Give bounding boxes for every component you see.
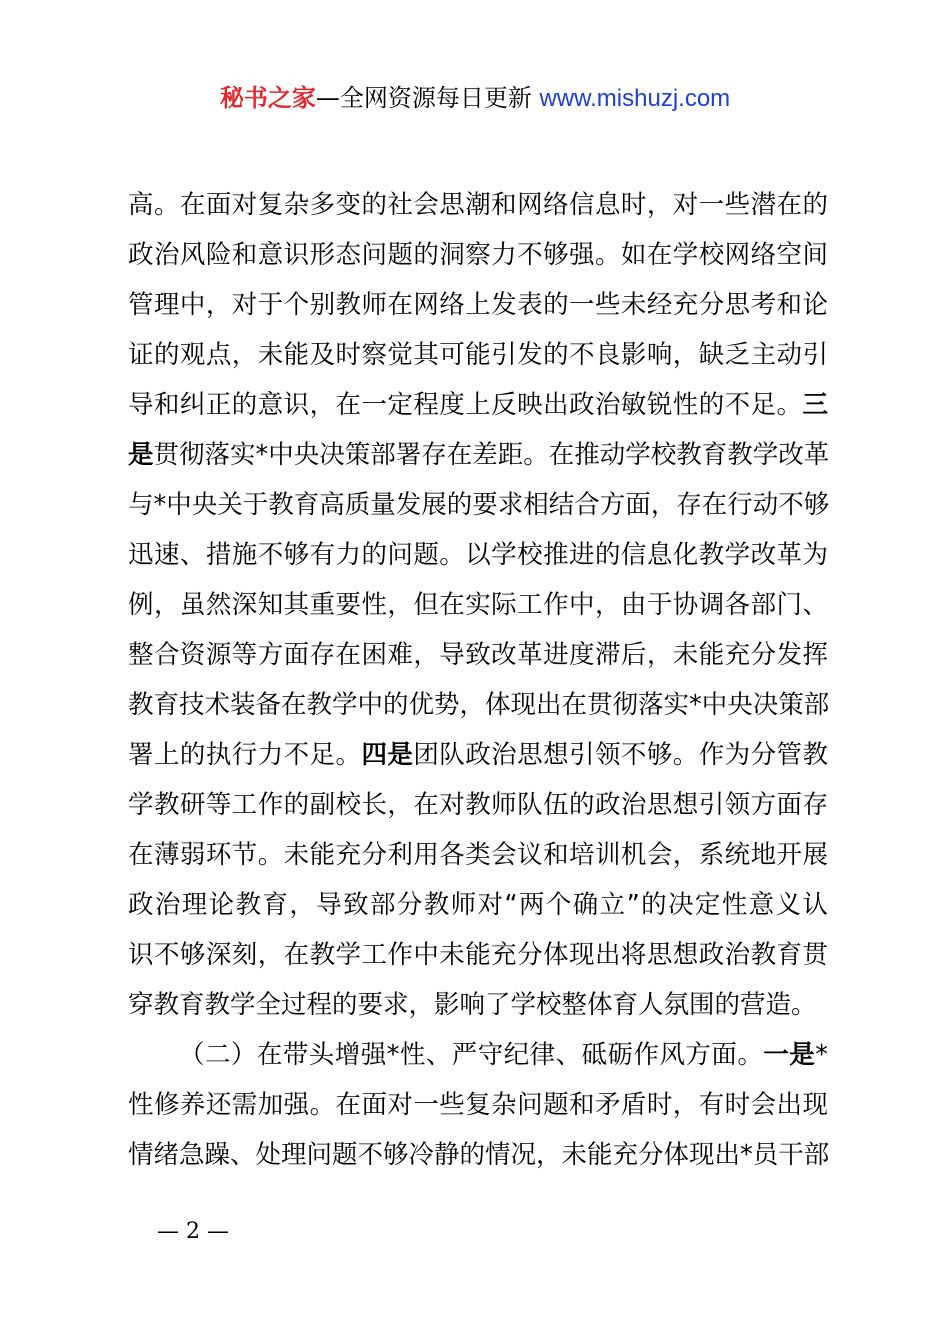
text-segment: * <box>815 1040 828 1070</box>
text-segment: 署上的执行力不足。 <box>128 740 362 770</box>
header-tagline: —全网资源每日更新 <box>315 84 532 112</box>
text-line <box>128 730 828 780</box>
text-segment: 政治理论教育，导致部分教师对“两个确立”的决定性意义认 <box>128 890 828 920</box>
text-line <box>128 380 828 430</box>
text-line <box>128 330 828 380</box>
text-line <box>128 630 828 680</box>
text-segment: 在薄弱环节。未能充分利用各类会议和培训机会，系统地开展 <box>128 840 828 870</box>
text-segment: 与*中央关于教育高质量发展的要求相结合方面，存在行动不够 <box>128 490 830 520</box>
text-line <box>128 480 828 530</box>
text-line <box>128 1030 828 1080</box>
text-line <box>128 430 828 480</box>
header-url: www.mishuzj.com <box>539 85 731 112</box>
text-line <box>128 1080 828 1130</box>
text-line <box>128 930 828 980</box>
text-line <box>128 680 828 730</box>
text-segment: 团队政治思想引领不够。作为分管教 <box>413 740 828 770</box>
site-watermark-header <box>0 78 950 118</box>
bold-text-segment: 三 <box>802 390 828 420</box>
text-line <box>128 180 828 230</box>
document-body <box>128 180 828 1180</box>
text-segment: 管理中，对于个别教师在网络上发表的一些未经充分思考和论 <box>128 290 828 320</box>
text-segment: 导和纠正的意识，在一定程度上反映出政治敏锐性的不足。 <box>128 390 803 420</box>
text-segment: 例，虽然深知其重要性，但在实际工作中，由于协调各部门、 <box>128 590 828 620</box>
text-segment: 识不够深刻，在教学工作中未能充分体现出将思想政治教育贯 <box>128 940 828 970</box>
text-line <box>128 780 828 830</box>
page-number: — 2 — <box>157 1219 229 1244</box>
text-segment: 整合资源等方面存在困难，导致改革进度滞后，未能充分发挥 <box>128 640 828 670</box>
text-segment: 穿教育教学全过程的要求，影响了学校整体育人氛围的营造。 <box>128 990 817 1020</box>
text-segment: 迅速、措施不够有力的问题。以学校推进的信息化教学改革为 <box>128 540 828 570</box>
text-segment: 贯彻落实*中央决策部署存在差距。在推动学校教育教学改革 <box>153 440 830 470</box>
text-segment: 性修养还需加强。在面对一些复杂问题和矛盾时，有时会出现 <box>128 1090 828 1120</box>
text-line <box>128 580 828 630</box>
text-segment: 教育技术装备在教学中的优势，体现出在贯彻落实*中央决策部 <box>128 690 830 720</box>
bold-text-segment: 一是 <box>763 1040 816 1070</box>
text-segment: 证的观点，未能及时察觉其可能引发的不良影响，缺乏主动引 <box>128 340 828 370</box>
brand-name: 秘书之家 <box>219 84 316 112</box>
bold-text-segment: 四是 <box>361 740 414 770</box>
text-segment: 高。在面对复杂多变的社会思潮和网络信息时，对一些潜在的 <box>128 190 828 220</box>
text-line <box>128 230 828 280</box>
text-line <box>128 280 828 330</box>
text-segment: （二）在带头增强*性、严守纪律、砥砺作风方面。 <box>179 1040 764 1070</box>
text-line <box>128 1130 828 1180</box>
text-segment: 学教研等工作的副校长，在对教师队伍的政治思想引领方面存 <box>128 790 828 820</box>
text-segment: 情绪急躁、处理问题不够冷静的情况，未能充分体现出*员干部 <box>128 1140 830 1170</box>
text-line <box>128 880 828 930</box>
text-line <box>128 980 828 1030</box>
text-line <box>128 830 828 880</box>
bold-text-segment: 是 <box>128 440 154 470</box>
text-segment: 政治风险和意识形态问题的洞察力不够强。如在学校网络空间 <box>128 240 828 270</box>
text-line <box>128 530 828 580</box>
